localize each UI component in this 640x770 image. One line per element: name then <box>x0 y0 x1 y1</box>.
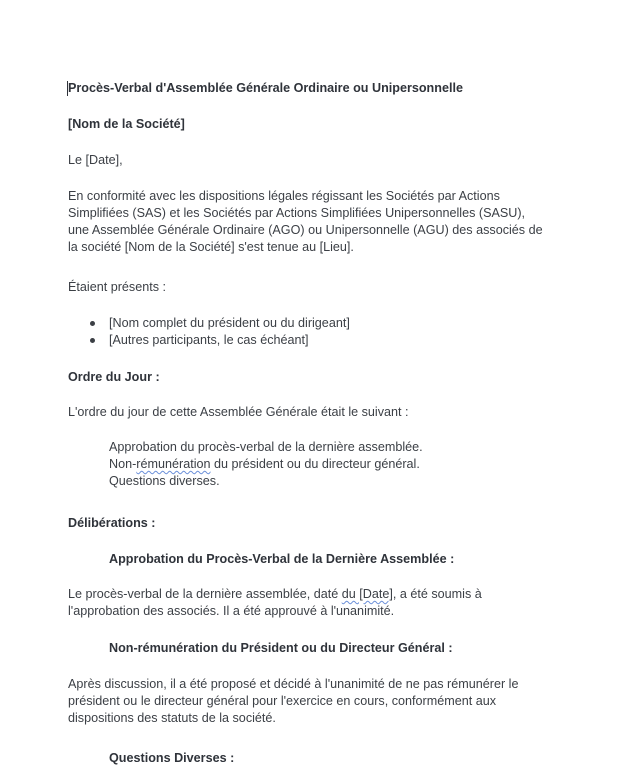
agenda-item <box>109 456 423 473</box>
spellcheck-flagged-word[interactable]: rémunération <box>136 457 211 471</box>
list-item-text: [Nom complet du président ou du dirigeant] <box>109 316 350 330</box>
paragraph-line: président ou le directeur général pour l'exercice en cours, conformément aux <box>68 694 497 708</box>
section-paragraph <box>68 586 482 620</box>
paragraph-line: l'approbation des associés. Il a été approuvé à l'unanimité. <box>68 604 395 618</box>
list-item <box>68 332 350 349</box>
bullet-icon <box>90 338 95 343</box>
document-title <box>68 80 463 97</box>
spellcheck-flagged-word[interactable]: du [Date] <box>341 587 393 601</box>
intro-line: la société [Nom de la Société] s'est tenue au [Lieu]. <box>68 240 354 254</box>
paragraph-text: , a été soumis à <box>392 587 482 601</box>
list-item <box>68 315 350 332</box>
section-heading: Approbation du Procès-Verbal de la Dernière Assemblée : <box>109 552 455 566</box>
company-name: [Nom de la Société] <box>68 117 185 131</box>
date-line: Le [Date], <box>68 153 123 167</box>
section-heading: Non-rémunération du Président ou du Directeur Général : <box>109 641 453 655</box>
intro-line: Simplifiées (SAS) et les Sociétés par Actions Simplifiées Unipersonnelles (SASU), <box>68 206 526 220</box>
text-cursor <box>67 81 68 96</box>
agenda-item: Questions diverses. <box>109 474 220 488</box>
present-list <box>68 315 350 349</box>
agenda-item-text: du président ou du directeur général. <box>210 457 420 471</box>
agenda-heading: Ordre du Jour : <box>68 370 160 384</box>
deliberations-heading: Délibérations : <box>68 516 156 530</box>
bullet-icon <box>90 321 95 326</box>
intro-paragraph <box>68 188 543 256</box>
agenda-item-text: Non- <box>109 457 137 471</box>
agenda-intro: L'ordre du jour de cette Assemblée Générale était le suivant : <box>68 405 409 419</box>
agenda-items <box>68 439 423 490</box>
section-paragraph <box>68 676 518 727</box>
paragraph-text: Le procès-verbal de la dernière assemblée, daté <box>68 587 342 601</box>
document-title-text: Procès-Verbal d'Assemblée Générale Ordinaire ou Unipersonnelle <box>68 81 463 95</box>
paragraph-line: Après discussion, il a été proposé et décidé à l'unanimité de ne pas rémunérer le <box>68 677 519 691</box>
agenda-item: Approbation du procès-verbal de la dernière assemblée. <box>109 440 423 454</box>
intro-line: En conformité avec les dispositions légales régissant les Sociétés par Actions <box>68 189 500 203</box>
intro-line: une Assemblée Générale Ordinaire (AGO) ou Unipersonnelle (AGU) des associés de <box>68 223 543 237</box>
list-item-text: [Autres participants, le cas échéant] <box>109 333 309 347</box>
section-heading: Questions Diverses : <box>109 751 235 765</box>
present-label: Étaient présents : <box>68 280 167 294</box>
paragraph-line <box>68 586 482 603</box>
paragraph-line: dispositions des statuts de la société. <box>68 711 276 725</box>
